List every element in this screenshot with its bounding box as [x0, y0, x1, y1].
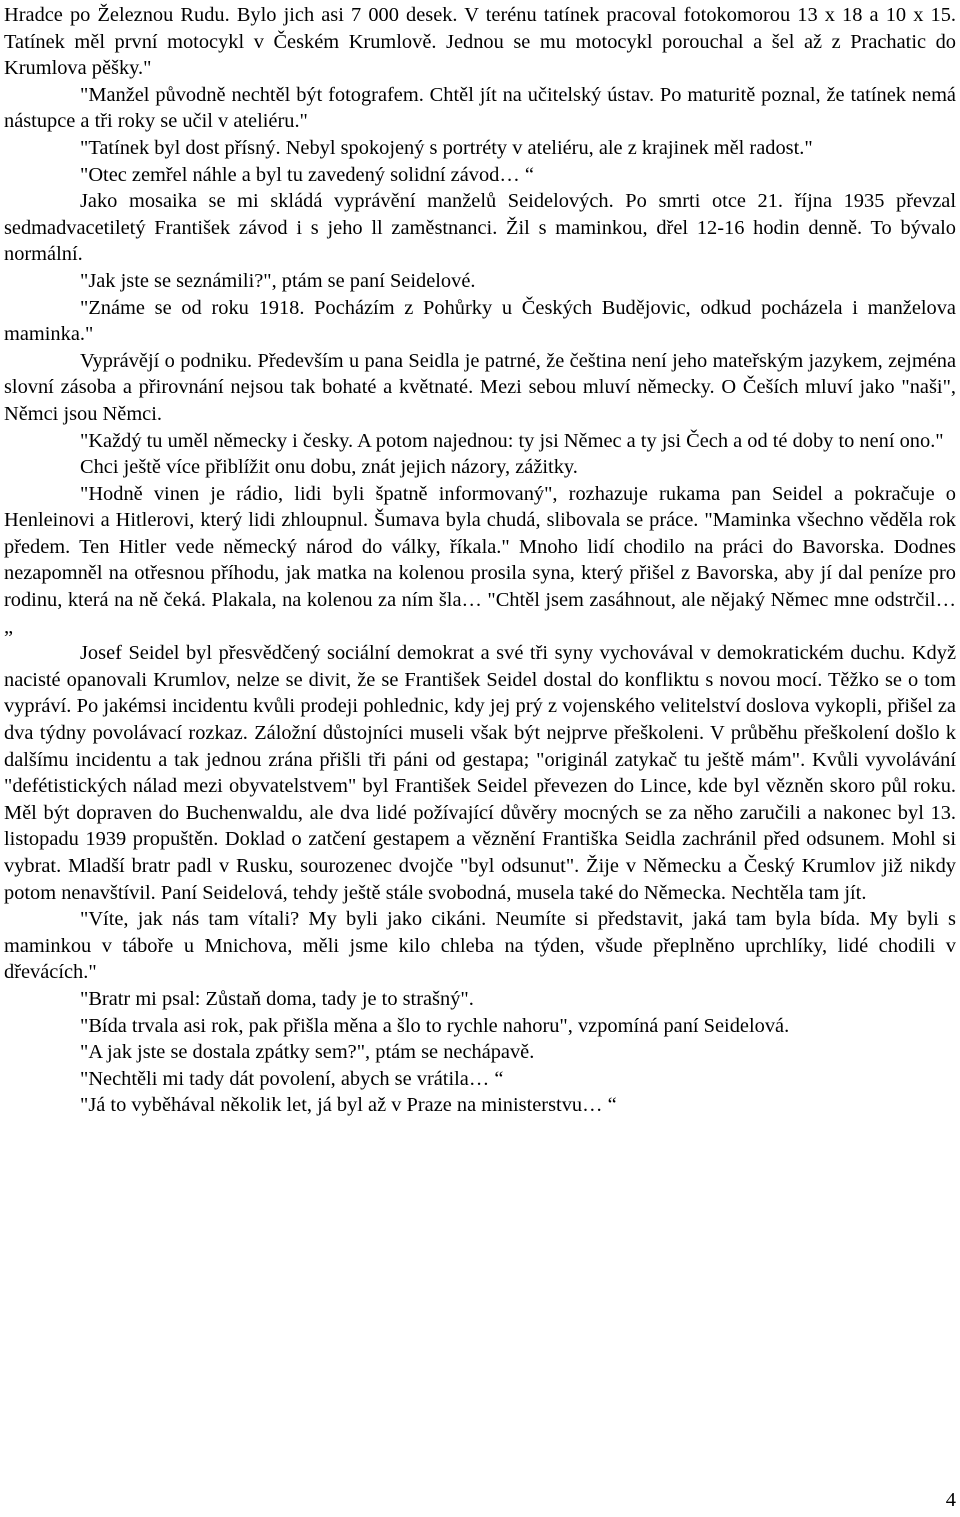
paragraph-everyone-spoke: "Každý tu uměl německy i česky. A potom najednou: ty jsi Němec a ty jsi Čech a od té doby to není ono." [80, 429, 944, 452]
paragraph-continuation: Hradce po Železnou Rudu. Bylo jich asi 7 000 desek. V terénu tatínek pracoval fotokomorou 13 x 18 a 10 x 15. Tatínek měl první motocykl v Českém Krumlově. Jednou se mu motocykl porouchal a šel až z Prachatic do Krumlova pěšky." [4, 4, 956, 80]
paragraph-quote-father-died: "Otec zemřel náhle a byl tu zavedený solidní závod… “ [80, 163, 534, 186]
paragraph-closer-look: Chci ještě více přiblížit onu dobu, znát jejich názory, zážitky. [80, 456, 578, 479]
paragraph-question-meeting: "Jak jste se seznámili?", ptám se paní Seidelové. [80, 269, 476, 292]
paragraph-quote-husband-photographer: "Manžel původně nechtěl být fotografem. Chtěl jít na učitelský ústav. Po maturitě poznal, že tatínek nemá nástupce a tři roky se učil v ateliéru." [4, 83, 956, 133]
paragraph-welcome-germany: "Víte, jak nás tam vítali? My byli jako cikáni. Neumíte si představit, jaká tam byla bída. My byli s maminkou v táboře u Mnichova, měli jsme kilo chleba na týden, všude přeplněno uprchlíky, lidé chodili v dřevácích." [4, 908, 956, 984]
paragraph-business: Vyprávějí o podniku. Především u pana Seidla je patrné, že čeština není jeho mateřským jazykem, zejména slovní zásoba a přirovnání nejsou tak bohaté a květnaté. Mezi sebou mluví německy. O Češích mluví jako "naši", Němci jsou Němci. [4, 349, 956, 425]
paragraph-no-permission: "Nechtěli mi tady dát povolení, abych se vrátila… “ [80, 1067, 504, 1090]
paragraph-ministry: "Já to vyběhával několik let, já byl až v Praze na ministerstvu… “ [80, 1094, 617, 1117]
paragraph-misery-year: "Bída trvala asi rok, pak přišla měna a šlo to rychle nahoru", vzpomíná paní Seidelová. [80, 1014, 790, 1037]
paragraph-radio: "Hodně vinen je rádio, lidi byli špatně informovaný", rozhazuje rukama pan Seidel a pokračuje o Henleinovi a Hitlerovi, který lidi zhloupnul. Šumava byla chudá, slibovala se práce. "Maminka všechno věděla rok předem. Ten Hitler vede německý národ do války, říkala." Mnoho lidí chodilo na práci do Bavorska. Dodnes nezapomněl na otřesnou příhodu, jak matka na kolenou prosila syna, který přišel z Bavorska, aby jí dal peníze pro rodinu, která na ně čeká. Plakala, na kolenou za ním šla… "Chtěl jsem zasáhnout, ale nějaký Němec mne odstrčil… „ [4, 482, 956, 638]
paragraph-josef-seidel: Josef Seidel byl přesvědčený sociální demokrat a své tři syny vychovával v demokratickém duchu. Když nacisté opanovali Krumlov, nelze se divit, že se František Seidel dostal do konfliktu s novou mocí. Těžko se o tom vypráví. Po jakémsi incidentu kvůli prodeji pohlednic, kdy jej prý z vojenského velitelství doslova vykopli, přišel za dva týdny povolávací rozkaz. Záložní důstojníci museli však být nejprve přeškoleni. V průběhu přeškolení došlo k dalšímu incidentu a tak jednou zrána přišli tři páni od gestapa; "originál zatykač tu ještě mám". Kvůli vyvolávání "defétistických nálad mezi obyvatelstvem" byl František Seidel převezen do Lince, kde byl vězněn skoro půl roku. Měl být dopraven do Buchenwaldu, ale dva lidé požívající důvěry mocných se za něho zaručili a nakonec byl 13. listopadu 1939 propuštěn. Doklad o zatčení gestapem a věznění Františka Seidla zachránil před odsunem. Mohl si vybrat. Mladší bratr padl v Rusku, sourozenec dvojče "byl odsunut". Žije v Německu a Český Krumlov již nikdy potom nenavštívil. Paní Seidelová, tehdy ještě stále svobodná, musela také do Německa. Nechtěla tam jít. [4, 642, 956, 904]
paragraph-known-since-1918: "Známe se od roku 1918. Pocházím z Pohůrky u Českých Budějovic, odkud pocházela i manželova maminka." [4, 296, 956, 346]
paragraph-mosaic: Jako mosaika se mi skládá vyprávění manželů Seidelových. Po smrti otce 21. října 1935 převzal sedmadvacetiletý František závod i s jeho ll zaměstnanci. Žil s maminkou, dřel 12-16 hodin denně. To bývalo normální. [4, 190, 956, 266]
document-page [4, 2, 956, 1119]
paragraph-how-back: "A jak jste se dostala zpátky sem?", ptám se nechápavě. [80, 1041, 535, 1064]
paragraph-quote-strict-father: "Tatínek byl dost přísný. Nebyl spokojený s portréty v ateliéru, ale z krajinek měl radost." [80, 136, 813, 159]
page-number: 4 [945, 1489, 956, 1511]
paragraph-brother-wrote: "Bratr mi psal: Zůstaň doma, tady je to strašný". [80, 987, 474, 1010]
